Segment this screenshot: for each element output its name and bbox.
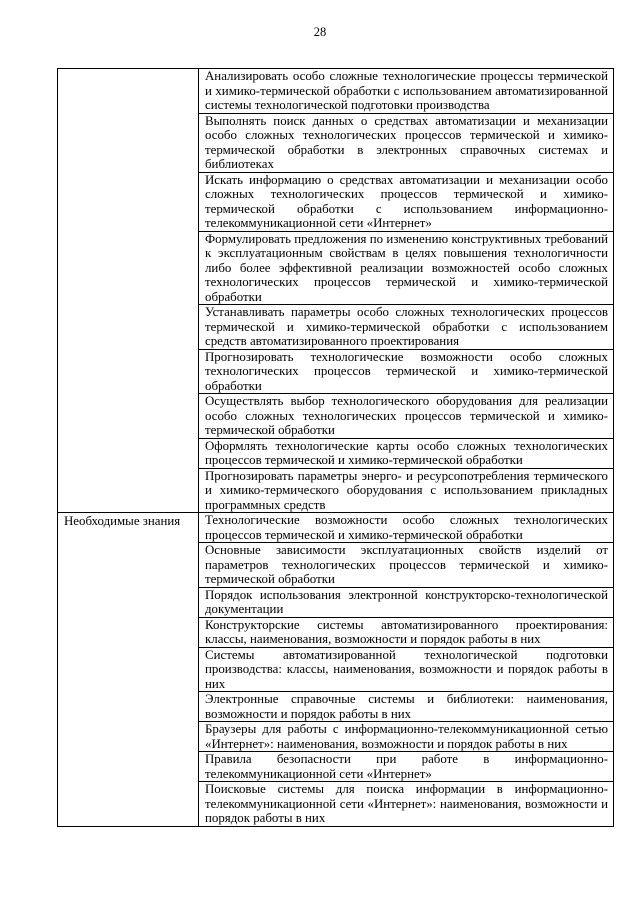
knowledge-text: Поисковые системы для поиска информации в информационно-телекоммуникационной сети «Интернет»: наименования, возможности и порядок работы в них: [199, 782, 614, 827]
skill-row: [58, 69, 614, 114]
knowledge-text: Браузеры для работы с информационно-телекоммуникационной сетью «Интернет»: наименования, возможности и порядок работы в них: [199, 722, 614, 752]
skill-text: Прогнозировать параметры энерго- и ресурсопотребления термического и химико-термического оборудования с использованием прикладных программных средств: [199, 468, 614, 513]
skill-text: Выполнять поиск данных о средствах автоматизации и механизации особо сложных технологических процессов термической и химико-термической обработки в электронных справочных системах и библиотеках: [199, 113, 614, 172]
skill-text: Прогнозировать технологические возможности особо сложных технологических процессов термической и химико-термической обработки: [199, 349, 614, 394]
skill-text: Оформлять технологические карты особо сложных технологических процессов термической и химико-термической обработки: [199, 438, 614, 468]
page-number: 28: [313, 25, 327, 39]
knowledge-text: Конструкторские системы автоматизированного проектирования: классы, наименования, возможности и порядок работы в них: [199, 617, 614, 647]
knowledge-text: Основные зависимости эксплуатационных свойств изделий от параметров технологических процессов термической и химико-термической обработки: [199, 543, 614, 588]
knowledge-text: Порядок использования электронной конструкторско-технологической документации: [199, 587, 614, 617]
knowledge-text: Системы автоматизированной технологической подготовки производства: классы, наименования, возможности и порядок работы в них: [199, 647, 614, 692]
skill-text: Формулировать предложения по изменению конструктивных требований к эксплуатационным свойствам в целях повышения технологичности либо более эффективной реализации возможностей особо сложных технологических процессов термической и химико-термической обработки: [199, 231, 614, 305]
requirements-table: [57, 68, 614, 827]
skill-text: Анализировать особо сложные технологические процессы термической и химико-термической обработки с использованием автоматизированной системы технологической подготовки производства: [199, 69, 614, 114]
knowledge-text: Электронные справочные системы и библиотеки: наименования, возможности и порядок работы в них: [199, 692, 614, 722]
knowledge-text: Правила безопасности при работе в информационно-телекоммуникационной сети «Интернет»: [199, 752, 614, 782]
skill-text: Устанавливать параметры особо сложных технологических процессов термической и химико-термической обработки с использованием средств автоматизированного проектирования: [199, 305, 614, 350]
continued-label-cell: [58, 69, 199, 513]
skill-text: Искать информацию о средствах автоматизации и механизации особо сложных технологических процессов термической и химико-термической обработки с использованием информационно-телекоммуникационной сети «Интернет»: [199, 172, 614, 231]
knowledge-text: Технологические возможности особо сложных технологических процессов термической и химико-термической обработки: [199, 513, 614, 543]
skill-text: Осуществлять выбор технологического оборудования для реализации особо сложных технологических процессов термической и химико-термической обработки: [199, 394, 614, 439]
knowledge-label: Необходимые знания: [58, 513, 199, 827]
knowledge-row: [58, 513, 614, 543]
